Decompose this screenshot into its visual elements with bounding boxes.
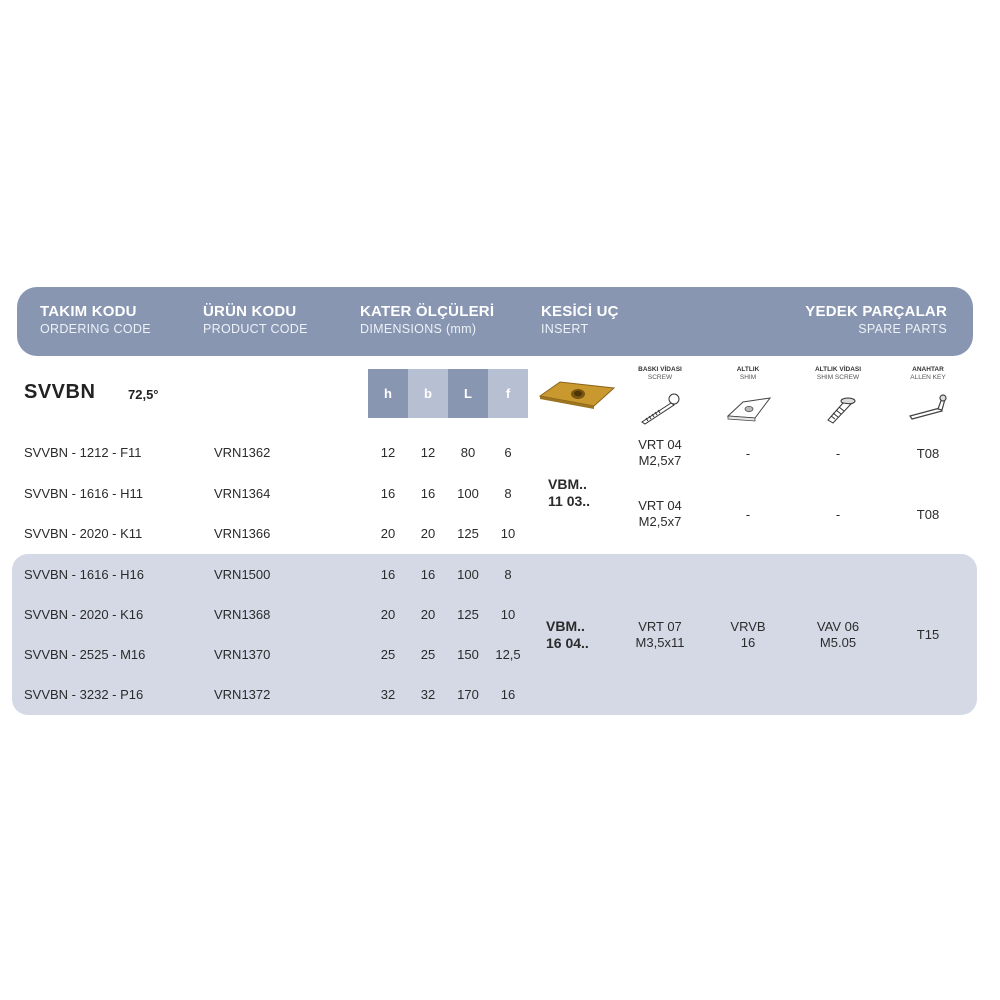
spare-header-key-en: ALLEN KEY	[910, 374, 946, 381]
table-header-bar	[17, 287, 973, 356]
spare-header-shim-en: SHIM	[739, 374, 757, 381]
dim-h-cell: 16	[380, 567, 396, 582]
dim-b-cell: 32	[420, 687, 436, 702]
insert-image	[538, 378, 616, 410]
header-dimensions-title: KATER ÖLÇÜLERİ	[360, 303, 495, 320]
allen-key-icon	[906, 392, 952, 426]
dim-f-cell: 8	[504, 567, 512, 582]
shim-screw-cell-row23: -	[835, 507, 841, 522]
spare-header-shim-screw-tr: ALTLIK VİDASI	[814, 366, 862, 373]
screw-cell-row23	[620, 498, 700, 530]
spare-header-shim-screw	[798, 366, 878, 382]
spare-header-screw	[620, 366, 700, 382]
screw-group2-line1: VRT 07	[638, 619, 682, 634]
shim-icon	[725, 392, 773, 426]
screw-cell-row1	[620, 437, 700, 469]
shim-cell-row1: -	[745, 446, 751, 461]
header-ordering-subtitle: ORDERING CODE	[40, 322, 151, 336]
header-insert-subtitle: INSERT	[541, 322, 589, 336]
shim-cell-row23: -	[745, 507, 751, 522]
header-product-code	[203, 303, 308, 337]
product-code-cell: VRN1366	[214, 526, 271, 541]
screw-row1-line1: VRT 04	[638, 437, 682, 452]
dim-b-cell: 20	[420, 526, 436, 541]
dim-l-cell: 100	[457, 567, 479, 582]
spare-header-key	[888, 366, 968, 382]
dim-f-cell: 10	[500, 607, 516, 622]
insert-code-group2	[546, 618, 589, 652]
shim-screw-cell-group2	[798, 619, 878, 651]
dim-f-cell: 6	[504, 445, 512, 460]
insert-code-group1	[548, 476, 590, 510]
dim-l-cell: 100	[457, 486, 479, 501]
header-product-subtitle: PRODUCT CODE	[203, 322, 308, 336]
dim-f-cell: 16	[500, 687, 516, 702]
ordering-code-cell: SVVBN - 1616 - H11	[24, 486, 143, 501]
dim-h-cell: 25	[380, 647, 396, 662]
dim-f-cell: 12,5	[495, 647, 521, 662]
shim-screw-group2-line2: M5.05	[819, 635, 857, 650]
dim-f-cell: 10	[500, 526, 516, 541]
insert-code-group2-line1: VBM..	[546, 618, 585, 634]
dim-header-f: f	[488, 369, 528, 418]
key-cell-row23: T08	[916, 507, 940, 522]
spare-header-shim-tr: ALTLIK	[736, 366, 760, 373]
ordering-code-cell: SVVBN - 2020 - K16	[24, 607, 144, 622]
product-code-cell: VRN1364	[214, 486, 271, 501]
header-dimensions	[360, 303, 494, 337]
header-spare-title: YEDEK PARÇALAR	[805, 303, 947, 320]
shim-group2-line2: 16	[740, 635, 756, 650]
dim-header-h: h	[368, 369, 408, 418]
spare-header-shim-screw-en: SHIM SCREW	[816, 374, 860, 381]
dim-f-cell: 8	[504, 486, 512, 501]
ordering-code-cell: SVVBN - 1616 - H16	[24, 567, 144, 582]
shim-cell-group2	[708, 619, 788, 651]
dim-l-cell: 125	[457, 526, 479, 541]
ordering-code-cell: SVVBN - 2020 - K11	[24, 526, 143, 541]
spare-header-screw-tr: BASKI VİDASI	[638, 366, 682, 373]
screw-cell-group2	[620, 619, 700, 651]
dim-b-cell: 16	[420, 486, 436, 501]
product-family-title: SVVBN	[24, 381, 96, 403]
approach-angle: 72,5°	[128, 387, 159, 402]
shim-group2-line1: VRVB	[730, 619, 766, 634]
header-ordering-title: TAKIM KODU	[40, 303, 137, 320]
header-insert	[541, 303, 619, 337]
dim-l-cell: 170	[457, 687, 479, 702]
dim-b-cell: 25	[420, 647, 436, 662]
dim-header-b: b	[408, 369, 448, 418]
shim-screw-group2-line1: VAV 06	[816, 619, 860, 634]
product-code-cell: VRN1362	[214, 445, 271, 460]
dim-h-cell: 20	[380, 526, 396, 541]
shim-screw-cell-row1: -	[835, 446, 841, 461]
product-code-cell: VRN1372	[214, 687, 271, 702]
spare-header-screw-en: SCREW	[647, 374, 673, 381]
key-cell-group2: T15	[916, 627, 940, 642]
header-spare-subtitle: SPARE PARTS	[858, 322, 947, 336]
dim-h-cell: 32	[380, 687, 396, 702]
dim-l-cell: 125	[457, 607, 479, 622]
dim-h-cell: 12	[380, 445, 396, 460]
dim-h-cell: 16	[380, 486, 396, 501]
product-code-cell: VRN1500	[214, 567, 271, 582]
screw-row23-line1: VRT 04	[638, 498, 682, 513]
ordering-code-cell: SVVBN - 2525 - M16	[24, 647, 146, 662]
spare-header-shim	[708, 366, 788, 382]
shim-screw-icon	[820, 392, 856, 428]
insert-code-group1-line1: VBM..	[548, 476, 587, 492]
dim-b-cell: 16	[420, 567, 436, 582]
spare-header-key-tr: ANAHTAR	[912, 366, 944, 373]
header-product-title: ÜRÜN KODU	[203, 303, 297, 320]
ordering-code-cell: SVVBN - 1212 - F11	[24, 445, 142, 460]
header-dimensions-subtitle: DIMENSIONS (mm)	[360, 322, 477, 336]
screw-group2-line2: M3,5x11	[635, 635, 685, 650]
header-insert-title: KESİCİ UÇ	[541, 303, 619, 320]
header-ordering-code	[40, 303, 151, 337]
dim-header-l: L	[448, 369, 488, 418]
key-cell-row1: T08	[916, 446, 940, 461]
header-spare-parts	[805, 303, 947, 337]
dim-b-cell: 12	[420, 445, 436, 460]
product-code-cell: VRN1370	[214, 647, 271, 662]
dim-b-cell: 20	[420, 607, 436, 622]
insert-code-group2-line2: 16 04..	[546, 635, 589, 651]
dim-l-cell: 80	[460, 445, 476, 460]
screw-row23-line2: M2,5x7	[638, 514, 682, 529]
insert-code-group1-line2: 11 03..	[548, 493, 591, 509]
screw-row1-line2: M2,5x7	[638, 453, 682, 468]
screw-icon	[636, 392, 682, 426]
dim-l-cell: 150	[457, 647, 479, 662]
product-code-cell: VRN1368	[214, 607, 271, 622]
ordering-code-cell: SVVBN - 3232 - P16	[24, 687, 144, 702]
dim-h-cell: 20	[380, 607, 396, 622]
